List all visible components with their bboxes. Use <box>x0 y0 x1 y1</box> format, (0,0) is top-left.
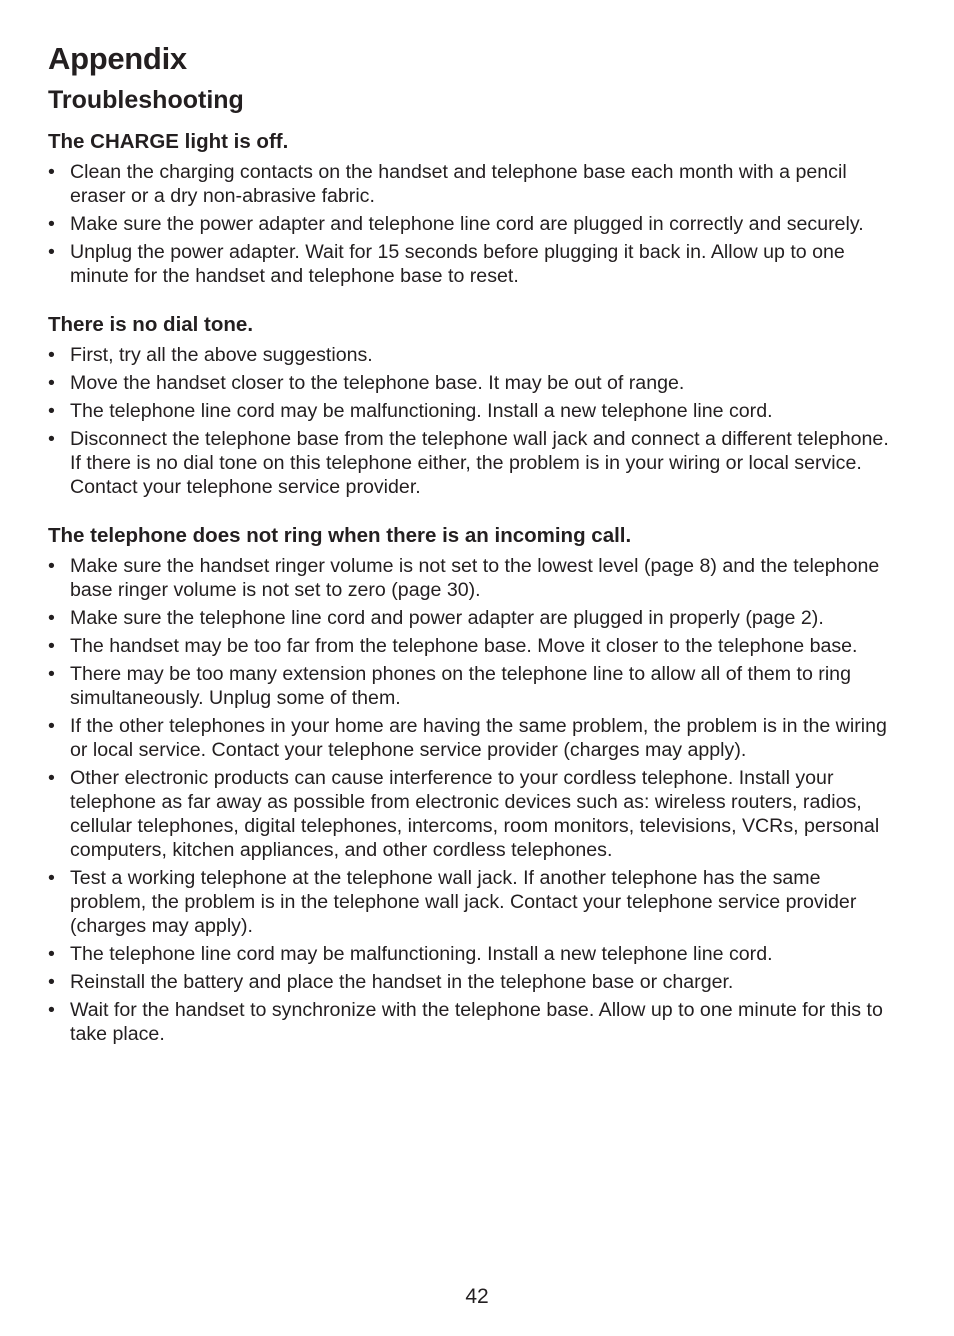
list-item <box>48 714 898 762</box>
bullet-icon: • <box>48 428 55 450</box>
bullet-list <box>48 160 898 288</box>
list-item <box>48 942 898 966</box>
page-title: Appendix <box>48 41 187 76</box>
list-item <box>48 634 898 658</box>
bullet-icon: • <box>48 607 55 629</box>
list-item <box>48 662 898 710</box>
list-item <box>48 554 898 602</box>
list-item <box>48 240 898 288</box>
section-charge-light <box>48 129 898 288</box>
list-item <box>48 766 898 862</box>
list-item <box>48 606 898 630</box>
bullet-icon: • <box>48 663 55 685</box>
bullet-icon: • <box>48 635 55 657</box>
list-item-text: First, try all the above suggestions. <box>70 344 373 366</box>
bullet-icon: • <box>48 867 55 889</box>
list-item-text: Test a working telephone at the telephone wall jack. If another telephone has the same problem, the problem is in the telephone wall jack. Contact your telephone service provider (charges may apply). <box>70 867 857 937</box>
list-item-text: Make sure the telephone line cord and power adapter are plugged in properly (page 2). <box>70 607 824 629</box>
section-no-dial-tone <box>48 312 898 499</box>
list-item-text: Unplug the power adapter. Wait for 15 seconds before plugging it back in. Allow up to one minute for the handset and telephone base to reset. <box>70 241 845 287</box>
list-item-text: Other electronic products can cause interference to your cordless telephone. Install your telephone as far away as possible from electronic devices such as: wireless routers, radios, cellular telephones, digital telephones, intercoms, room monitors, televisions, VCRs, personal computers, kitchen appliances, and other cordless telephones. <box>70 767 880 861</box>
bullet-icon: • <box>48 767 55 789</box>
bullet-icon: • <box>48 555 55 577</box>
section-heading: There is no dial tone. <box>48 313 254 336</box>
bullet-icon: • <box>48 241 55 263</box>
list-item <box>48 998 898 1046</box>
bullet-icon: • <box>48 213 55 235</box>
bullet-icon: • <box>48 971 55 993</box>
list-item-text: If the other telephones in your home are having the same problem, the problem is in the wiring or local service. Contact your telephone service provider (charges may apply). <box>70 715 887 761</box>
list-item <box>48 160 898 208</box>
list-item-text: Wait for the handset to synchronize with the telephone base. Allow up to one minute for this to take place. <box>70 999 883 1045</box>
list-item-text: The telephone line cord may be malfunctioning. Install a new telephone line cord. <box>70 400 773 422</box>
bullet-icon: • <box>48 943 55 965</box>
section-no-ring <box>48 523 898 1046</box>
list-item <box>48 212 898 236</box>
bullet-icon: • <box>48 715 55 737</box>
list-item <box>48 399 898 423</box>
bullet-icon: • <box>48 400 55 422</box>
bullet-icon: • <box>48 344 55 366</box>
bullet-icon: • <box>48 999 55 1021</box>
section-heading: The CHARGE light is off. <box>48 130 289 153</box>
list-item <box>48 866 898 938</box>
list-item-text: There may be too many extension phones on the telephone line to allow all of them to ring simultaneously. Unplug some of them. <box>70 663 851 709</box>
list-item <box>48 371 898 395</box>
page-content <box>48 40 898 1050</box>
bullet-list <box>48 343 898 499</box>
list-item-text: Disconnect the telephone base from the telephone wall jack and connect a different telephone. If there is no dial tone on this telephone either, the problem is in your wiring or local service. Contact your telephone service provider. <box>70 428 889 498</box>
list-item-text: Make sure the handset ringer volume is not set to the lowest level (page 8) and the telephone base ringer volume is not set to zero (page 30). <box>70 555 880 601</box>
list-item <box>48 427 898 499</box>
page-number: 42 <box>465 1285 489 1308</box>
list-item-text: Reinstall the battery and place the handset in the telephone base or charger. <box>70 971 734 993</box>
list-item-text: The telephone line cord may be malfunctioning. Install a new telephone line cord. <box>70 943 773 965</box>
bullet-list <box>48 554 898 1046</box>
list-item <box>48 970 898 994</box>
list-item-text: The handset may be too far from the telephone base. Move it closer to the telephone base. <box>70 635 858 657</box>
list-item-text: Make sure the power adapter and telephone line cord are plugged in correctly and securely. <box>70 213 864 235</box>
section-heading: The telephone does not ring when there is an incoming call. <box>48 524 632 547</box>
bullet-icon: • <box>48 161 55 183</box>
list-item-text: Move the handset closer to the telephone base. It may be out of range. <box>70 372 685 394</box>
list-item-text: Clean the charging contacts on the handset and telephone base each month with a pencil eraser or a dry non-abrasive fabric. <box>70 161 847 207</box>
section-subtitle: Troubleshooting <box>48 86 244 114</box>
list-item <box>48 343 898 367</box>
bullet-icon: • <box>48 372 55 394</box>
